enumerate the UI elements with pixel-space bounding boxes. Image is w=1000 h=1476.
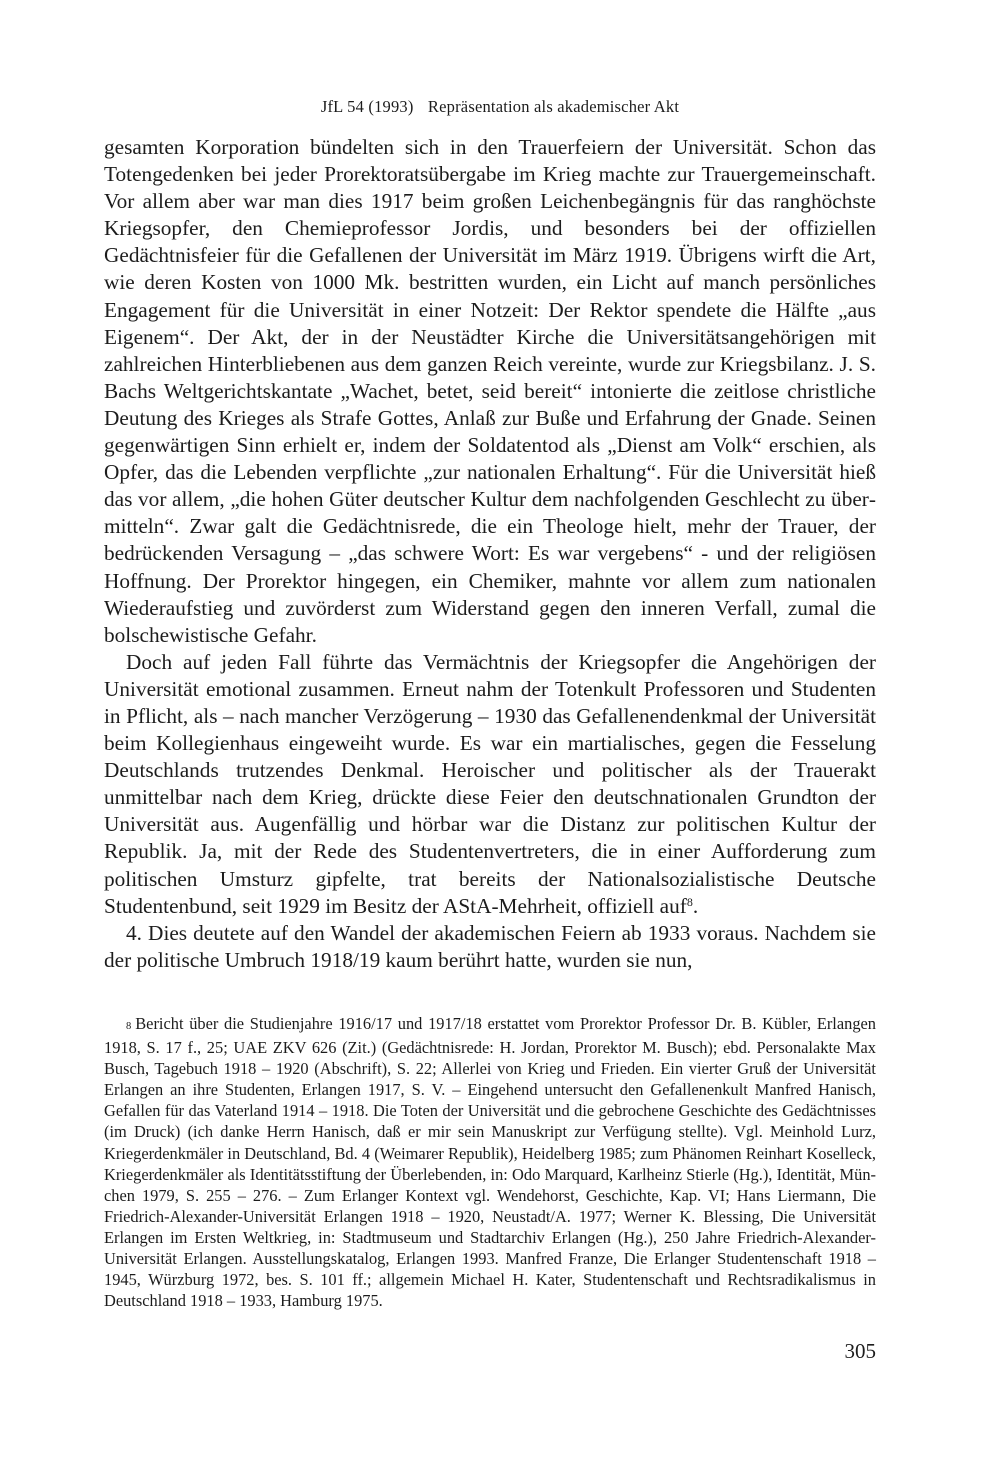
footnotes bbox=[104, 1013, 876, 1311]
footnote-8 bbox=[104, 1013, 876, 1311]
footnote-marker: 8 bbox=[126, 1021, 132, 1032]
running-head bbox=[0, 97, 1000, 117]
paragraph-3: 4. Dies deutete auf den Wandel der akademischen Feiern ab 1933 voraus. Nachdem sie der politische Umbruch 1918/19 kaum berührt hatte, wurden sie nun, bbox=[104, 920, 876, 972]
journal-citation: JfL 54 (1993) bbox=[320, 97, 414, 116]
footnote-text: Bericht über die Studienjahre 1916/17 und 1917/18 erstattet vom Prorektor Professor Dr. B. Kübler, Erlangen 1918, S. 17 f., 25; UAE ZKV 626 (Zit.) (Gedächtnisrede: H. Jordan, Prorektor M. Busch); ebd. Personalakte Max Busch, Tagebuch 1918 – 1920 (Abschrift), S. 22; Allerlei von Krieg und Frieden. Ein vierter Gruß der Universität Erlangen an ihre Studenten, Erlangen 1917, S. V. – Eingehend untersucht den Gefallenenkult Manfred Hanisch, Gefallen für das Vaterland 1914 – 1918. Die Toten der Universität und die gebrochene Geschichte des Gedächtnisses (im Druck) (ich danke Herrn Hanisch, daß er mir sein Manuskript zur Verfügung stellte). Vgl. Meinhold Lurz, Kriegerdenkmäler in Deutschland, Bd. 4 (Weimarer Republik), Heidelberg 1985; zum Phänomen Reinhart Koselleck, Kriegerdenkmäler als Identitätsstiftung der Überlebenden, in: Odo Marquard, Karlheinz Stierle (Hg.), Identität, München 1979, S. 255 – 276. – Zum Erlanger Kontext vgl. Wendehorst, Geschichte, Kap. VI; Hans Liermann, Die Friedrich-Alexander-Universität Erlangen 1918 – 1920, Neustadt/A. 1977; Werner K. Blessing, Die Universität Erlangen im Ersten Weltkrieg, in: Stadtmuseum und Stadtarchiv Erlangen (Hg.), 250 Jahre Friedrich-Alexander-Universität Erlangen. Ausstellungskatalog, Erlangen 1993. Manfred Franze, Die Erlanger Studentenschaft 1918 – 1945, Würzburg 1972, bes. S. 101 ff.; allgemein Michael H. Kater, Studentenschaft und Rechtsradikalismus in Deutschland 1918 – 1933, Hamburg 1975. bbox=[104, 1014, 876, 1311]
paragraph-2 bbox=[104, 649, 876, 920]
footnote-reference-8: 8 bbox=[686, 894, 693, 909]
running-title: Repräsentation als akademischer Akt bbox=[427, 97, 680, 116]
paragraph-2-text: Doch auf jeden Fall führte das Vermächtnis der Kriegsopfer die Angehörigen der Universität emotional zusammen. Erneut nahm der Totenkult Professoren und Studenten in Pflicht, als – nach mancher Verzögerung – 1930 das Gefallenendenkmal der Universität beim Kollegienhaus eingeweiht wurde. Es war ein martialisches, gegen die Fesselung Deutschlands trutzendes Denkmal. Heroischer und politischer als der Trauerakt unmittelbar nach dem Krieg, drückte diese Feier den deutschnationalen Grundton der Universität aus. Augenfällig und hörbar war die Distanz zur politischen Kultur der Republik. Ja, mit der Rede des Studentenvertreters, die in einer Aufforderung zum politischen Umsturz gipfelte, trat bereits der Nationalsozialistische Deutsche Studentenbund, seit 1929 im Besitz der AStA-Mehrheit, offiziell auf bbox=[104, 649, 876, 918]
page-number: 305 bbox=[844, 1339, 876, 1363]
paragraph-2-end: . bbox=[692, 893, 699, 918]
main-text bbox=[104, 134, 876, 974]
paragraph-1: gesamten Korporation bündelten sich in den Trauerfeiern der Universität. Schon das Totengedenken bei jeder Prorektoratsübergabe im Krieg machte zur Trauergemeinschaft. Vor allem aber war man dies 1917 beim großen Leichenbegängnis für das ranghöchste Kriegsopfer, den Chemieprofessor Jordis, und besonders bei der offiziellen Gedächtnisfeier für die Gefallenen der Universität im März 1919. Übrigens wirft die Art, wie deren Kosten von 1000 Mk. bestritten wurden, ein Licht auf manch persönliches Engagement für die Universität in einer Notzeit: Der Rektor spendete die Hälfte „aus Eigenem“. Der Akt, der in der Neustädter Kirche die Universitätsangehörigen mit zahlreichen Hinterbliebenen aus dem ganzen Reich vereinte, wurde zur Kriegsbilanz. J. S. Bachs Weltgerichtskantate „Wachet, betet, seid bereit“ intonierte die zeitlose christliche Deutung des Krieges als Strafe Gottes, Anlaß zur Buße und Erfahrung der Gnade. Seinen gegenwärtigen Sinn erhielt er, indem der Soldatentod als „Dienst am Volk“ erschien, als Opfer, das die Lebenden verpflichte „zur nationalen Erhaltung“. Für die Universität hieß das vor allem, „die hohen Güter deutscher Kultur dem nachfolgenden Geschlecht zu übermitteln“. Zwar galt die Gedächtnisrede, die ein Theologe hielt, mehr der Trauer, der bedrückenden Versagung – „das schwere Wort: Es war vergebens“ - und der religiösen Hoffnung. Der Prorektor hingegen, ein Chemiker, mahnte vor allem zum nationalen Wiederaufstieg und zuvörderst zum Widerstand gegen den inneren Verfall, zumal die bolschewistische Gefahr. bbox=[104, 135, 876, 647]
